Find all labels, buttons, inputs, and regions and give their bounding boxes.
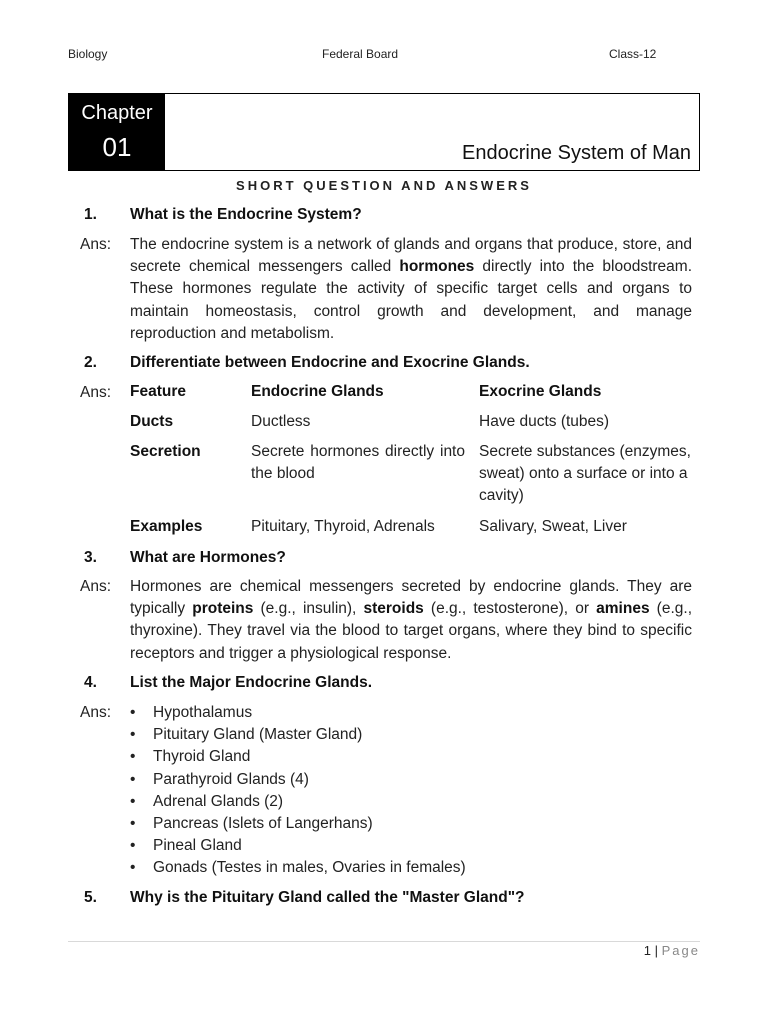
- chapter-number: 01: [102, 132, 132, 162]
- answer-text: (e.g., insulin),: [253, 600, 364, 618]
- page-number: 1: [643, 943, 651, 958]
- question-text: What is the Endocrine System?: [130, 206, 362, 223]
- answer-text: (e.g., thyroxine). They travel via the blood to target organs, where they bind to specific receptors and trigger a physiological response.: [130, 600, 692, 662]
- table-cell: Secrete substances (enzymes, sweat) onto a surface or into a cavity): [479, 443, 691, 505]
- question-number: 3.: [84, 549, 97, 566]
- answer-text: Hormones are chemical messengers secreted by endocrine glands. They are typically: [130, 578, 692, 618]
- header-subject: Biology: [68, 47, 108, 61]
- answer-label: Ans:: [80, 578, 112, 595]
- table-cell: Examples: [130, 518, 203, 535]
- page-word: Page: [661, 943, 700, 958]
- question-number: 2.: [84, 354, 97, 371]
- page-footer: [644, 943, 700, 958]
- footer-divider: [68, 941, 700, 942]
- list-item: • Adrenal Glands (2): [130, 791, 466, 813]
- gland-list: [130, 702, 466, 880]
- list-item: • Pituitary Gland (Master Gland): [130, 724, 466, 746]
- table-header-cell: Exocrine Glands: [479, 383, 602, 400]
- answer-keyword: amines: [596, 600, 650, 618]
- table-cell: Secrete hormones directly into the blood: [251, 443, 465, 483]
- question-number: 1.: [84, 206, 97, 223]
- table-cell: Ductless: [251, 413, 311, 430]
- list-item: • Thyroid Gland: [130, 746, 466, 768]
- table-cell: Salivary, Sweat, Liver: [479, 518, 627, 535]
- header-class: Class-12: [609, 47, 657, 61]
- chapter-heading-box: [68, 93, 700, 171]
- answer-label: Ans:: [80, 236, 112, 253]
- answer-keyword: hormones: [399, 258, 475, 276]
- question-number: 5.: [84, 889, 97, 906]
- answer-text: directly into the bloodstream. These hormones regulate the activity of specific target cells and organs to maintain homeostasis, control growth and development, and manage reproduction and metabolism.: [130, 258, 693, 342]
- answer-label: Ans:: [80, 384, 112, 401]
- list-item: • Parathyroid Glands (4): [130, 769, 466, 791]
- table-cell: Have ducts (tubes): [479, 413, 610, 430]
- table-cell: Ducts: [130, 413, 174, 430]
- answer-text: The endocrine system is a network of glands and organs that produce, store, and secrete chemical messengers called: [130, 236, 692, 276]
- answer-text: (e.g., testosterone), or: [423, 600, 597, 618]
- question-number: 4.: [84, 674, 97, 691]
- question-text: Differentiate between Endocrine and Exocrine Glands.: [130, 354, 530, 371]
- list-item: • Pancreas (Islets of Langerhans): [130, 813, 466, 835]
- question-text: What are Hormones?: [130, 549, 286, 566]
- list-item: • Pineal Gland: [130, 835, 466, 857]
- answer-keyword: proteins: [192, 600, 254, 618]
- table-cell: Pituitary, Thyroid, Adrenals: [251, 518, 435, 535]
- table-header-cell: Endocrine Glands: [251, 383, 384, 400]
- chapter-title: Endocrine System of Man: [462, 142, 691, 164]
- chapter-tag: [69, 94, 165, 171]
- footer-separator: |: [654, 943, 658, 958]
- question-text: Why is the Pituitary Gland called the "Master Gland"?: [130, 889, 525, 906]
- table-header-cell: Feature: [130, 383, 186, 400]
- answer-label: Ans:: [80, 704, 112, 721]
- answer-3: [130, 576, 692, 665]
- section-subtitle: SHORT QUESTION AND ANSWERS: [236, 178, 532, 193]
- chapter-word: Chapter: [81, 102, 153, 124]
- answer-1: [130, 234, 692, 345]
- question-text: List the Major Endocrine Glands.: [130, 674, 373, 691]
- answer-keyword: steroids: [363, 600, 424, 618]
- list-item: • Gonads (Testes in males, Ovaries in females): [130, 857, 466, 879]
- table-cell: Secretion: [130, 443, 201, 460]
- header-board: Federal Board: [322, 47, 399, 61]
- list-item: • Hypothalamus: [130, 702, 466, 724]
